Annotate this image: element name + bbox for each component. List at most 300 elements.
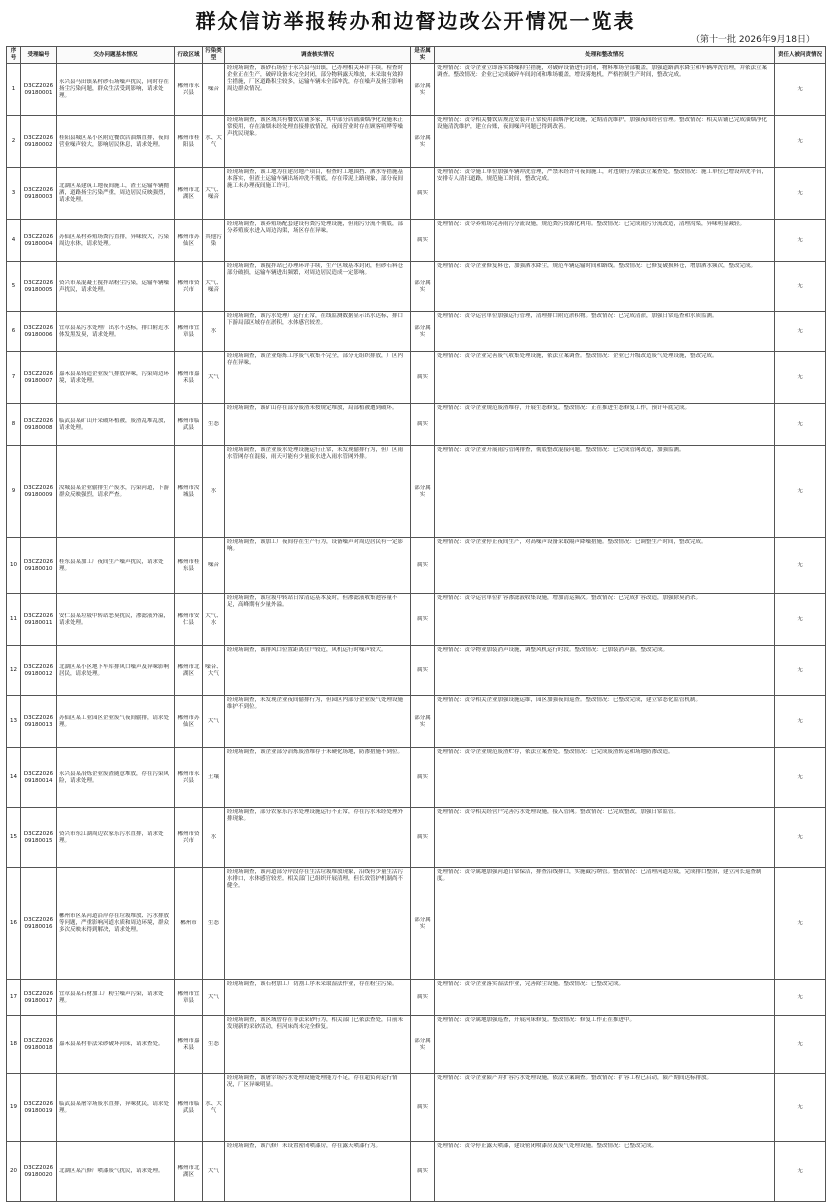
row-district: [175, 64, 203, 116]
row-no-text: 13: [10, 718, 17, 724]
row-district-text: 郴州市桂阳县: [177, 134, 200, 148]
row-pollution: [203, 404, 225, 446]
row-district-text: 郴州市资兴市: [177, 830, 200, 844]
row-pollution-text: 大气: [207, 994, 219, 1000]
row-code-text: D3CZ2026 09180011: [23, 612, 54, 626]
header-code: 受理编号: [21, 47, 57, 64]
row-verdict-text: 属实: [416, 994, 428, 1000]
row-code: [21, 594, 57, 646]
row-handling: [435, 1142, 775, 1202]
row-verdict-text: 属实: [416, 1168, 428, 1174]
row-pollution: [203, 64, 225, 116]
row-accountability: [775, 868, 826, 980]
row-code: [21, 352, 57, 404]
header-handling: 处理和整改情况: [435, 47, 775, 64]
row-content-text: 北湖区某建筑工地夜间施工，渣土运输车辆抛洒，道路扬尘污染严重，周边居民反映强烈，请求处理。: [59, 183, 170, 203]
row-content-text: 汝城县某企业偷排生产废水，污染河道，下游群众反映强烈，请求严查。: [59, 484, 170, 498]
row-district-text: 郴州市北湖区: [177, 186, 200, 200]
row-pollution-text: 大气、噪音: [205, 186, 222, 200]
row-code: [21, 646, 57, 696]
row-investigation-text: 经现场调查，该污水处理厂运行正常，在线监测数据显示出水达标，排口下游局部区域存在淤积，水体感官较差。: [227, 313, 404, 326]
row-verdict-text: 部分属实: [414, 134, 431, 148]
row-code-text: D3CZ2026 09180016: [23, 916, 54, 930]
row-verdict-text: 部分属实: [414, 1037, 431, 1051]
row-content-text: 嘉禾县某村非法采砂破坏河床，请求查处。: [59, 1041, 164, 1047]
row-handling-text: 处理情况：责令企业立即落实降噪抑尘措施，对破碎设备进行封闭，物料堆场全部覆盖，加强道路洒水降尘和车辆冲洗管理，并依法立案调查。整改情况：企业已完成破碎车间封闭和堆场覆盖，增设雾炮机，严格控制生产时间，整改完成。: [437, 65, 768, 78]
petition-table: [6, 46, 826, 1202]
row-code-text: D3CZ2026 09180015: [23, 830, 54, 844]
row-district: [175, 168, 203, 220]
row-verdict-text: 部分属实: [414, 279, 431, 293]
row-investigation: [225, 404, 411, 446]
row-pollution: [203, 168, 225, 220]
row-code: [21, 116, 57, 168]
row-verdict-text: 属实: [416, 421, 428, 427]
row-verdict-text: 属实: [416, 1104, 428, 1110]
row-code-text: D3CZ2026 09180010: [23, 558, 54, 572]
row-investigation-text: 经现场调查，该养殖场配套建设有粪污处理设施，但雨污分流不彻底，部分养殖废水进入周边沟渠，场区存在异味。: [227, 221, 404, 234]
table-row: [7, 868, 826, 980]
row-no: [7, 352, 21, 404]
row-no: [7, 446, 21, 538]
row-verdict: [411, 538, 435, 594]
row-no-text: 5: [11, 283, 16, 289]
row-content: [57, 1016, 175, 1074]
row-code-text: D3CZ2026 09180007: [23, 370, 54, 384]
row-accountability-text: 无: [797, 237, 803, 243]
row-content-text: 永兴县马田镇某村砂石场噪声扰民，同时存在扬尘污染问题，群众生活受到影响，请求处理。: [59, 79, 170, 99]
row-handling-text: 处理情况：责令企业规范废渣堆存，开展生态修复。整改情况：正在推进生态修复工作，预计年底完成。: [437, 405, 691, 411]
row-content: [57, 646, 175, 696]
row-district-text: 郴州市北湖区: [177, 663, 200, 677]
row-district-text: 郴州市苏仙区: [177, 233, 200, 247]
row-handling-text: 处理情况：责令企业规范废渣贮存，依法立案查处。整改情况：已完成废渣转运和场地防渗改造。: [437, 749, 674, 755]
table-row: [7, 538, 826, 594]
row-district-text: 郴州市宜章县: [177, 990, 200, 1004]
row-district: [175, 808, 203, 868]
row-accountability-text: 无: [797, 834, 803, 840]
row-handling: [435, 1016, 775, 1074]
row-no: [7, 404, 21, 446]
row-code-text: D3CZ2026 09180002: [23, 134, 54, 148]
row-accountability-text: 无: [797, 283, 803, 289]
row-content: [57, 446, 175, 538]
row-verdict: [411, 980, 435, 1016]
row-pollution-text: 大气: [207, 1168, 219, 1174]
row-district: [175, 116, 203, 168]
row-pollution-text: 大气: [207, 718, 219, 724]
row-content: [57, 1142, 175, 1202]
row-accountability-text: 无: [797, 328, 803, 334]
row-pollution: [203, 748, 225, 808]
row-pollution-text: 大气、水: [205, 612, 222, 626]
row-investigation-text: 经现场调查，该砂石场位于永兴县马田镇，已办理相关环评手续。检查时企业正在生产，破碎设备未完全封闭，部分物料露天堆放，未采取有效抑尘措施，厂区道路积尘较多，运输车辆未全部冲洗，存在噪声及扬尘影响周边群众情况。: [227, 65, 404, 92]
row-content-text: 宜章县某污水处理厂出水不达标，排口附近水体发黑发臭，请求处理。: [59, 324, 170, 338]
row-pollution-text: 土壤: [207, 774, 219, 780]
row-pollution: [203, 868, 225, 980]
row-content-text: 资兴市东江湖周边农家乐污水直排，请求处理。: [59, 830, 164, 844]
row-pollution: [203, 116, 225, 168]
row-investigation: [225, 594, 411, 646]
row-district-text: 郴州市临武县: [177, 417, 200, 431]
row-district-text: 郴州市资兴市: [177, 279, 200, 293]
row-accountability-text: 无: [797, 562, 803, 568]
row-investigation-text: 经现场调查，该企业废水处理设施运行正常，未发现偷排行为，但厂区雨水管网存在混接，雨天可能有少量废水进入雨水管网外排。: [227, 447, 404, 460]
row-content-text: 郴州市区某河道沿岸存在垃圾堆放、污水排放等问题，严重影响河道水质和周边环境，群众多次反映未得到解决，请求处理。: [59, 913, 170, 933]
row-investigation: [225, 1016, 411, 1074]
table-row: [7, 116, 826, 168]
row-verdict: [411, 1142, 435, 1202]
row-investigation-text: 经现场调查，该河道部分岸段存在生活垃圾堆放现象，沿线有少量生活污水排口，水体感官较差。相关部门已组织开展清理，但长效管护机制尚不健全。: [227, 869, 404, 889]
row-investigation-text: 经现场调查，该企业熔炼工序废气收集不完全，部分无组织排放，厂区内存在异味。: [227, 353, 404, 366]
row-investigation: [225, 116, 411, 168]
row-pollution-text: 大气、噪音: [205, 279, 222, 293]
row-no-text: 10: [10, 562, 17, 568]
table-row: [7, 1142, 826, 1202]
row-code: [21, 868, 57, 980]
row-investigation-text: 经现场调查，部分农家乐污水处理设施运行不正常，存在污水未经处理外排现象。: [227, 809, 404, 822]
row-verdict-text: 属实: [416, 237, 428, 243]
row-content-text: 北湖区某汽修厂喷漆废气扰民，请求处理。: [59, 1168, 164, 1174]
row-handling-text: 处理情况：责令相关餐饮店规范安装并正常使用油烟净化设施，定期清洗维护，加强夜间经营管理。整改情况：相关店铺已完成油烟净化设施清洗维护，建立台账，夜间噪声问题已得到改善。: [437, 117, 768, 130]
row-district-text: 郴州市永兴县: [177, 82, 200, 96]
row-content-text: 桂东县某加工厂夜间生产噪声扰民，请求处理。: [59, 558, 164, 572]
row-investigation-text: 经现场调查，该排风口位置距离住户较近，风机运行时噪声较大。: [227, 647, 387, 653]
row-code-text: D3CZ2026 09180018: [23, 1037, 54, 1051]
row-district: [175, 1074, 203, 1142]
row-content-text: 临武县某屠宰场废水直排，异味扰民，请求处理。: [59, 1100, 170, 1114]
row-handling-text: 处理情况：责令属地加强河道日常保洁，排查沿线排口，实施截污纳管。整改情况：已清理河道垃圾，完成排口整治，建立河长巡查制度。: [437, 869, 762, 882]
header-verdict: 是否属实: [411, 47, 435, 64]
row-verdict-text: 部分属实: [414, 714, 431, 728]
row-content: [57, 696, 175, 748]
row-accountability: [775, 168, 826, 220]
row-no: [7, 1016, 21, 1074]
row-investigation: [225, 538, 411, 594]
row-no: [7, 594, 21, 646]
row-investigation: [225, 748, 411, 808]
row-code: [21, 168, 57, 220]
row-code-text: D3CZ2026 09180019: [23, 1100, 54, 1114]
table-header-row: [7, 47, 826, 64]
row-no: [7, 808, 21, 868]
row-accountability: [775, 312, 826, 352]
row-investigation-text: 经现场调查，该加工厂夜间存在生产行为，设备噪声对周边居民有一定影响。: [227, 539, 404, 552]
row-verdict-text: 部分属实: [414, 916, 431, 930]
row-pollution-text: 水、大气: [205, 134, 222, 148]
table-body: [7, 64, 826, 1202]
row-accountability-text: 无: [797, 190, 803, 196]
row-pollution-text: 其他污染: [205, 233, 222, 247]
row-pollution: [203, 594, 225, 646]
row-district-text: 郴州市永兴县: [177, 770, 200, 784]
row-no-text: 19: [10, 1104, 17, 1110]
row-code: [21, 220, 57, 262]
row-district-text: 郴州市嘉禾县: [177, 370, 200, 384]
table-row: [7, 446, 826, 538]
row-code: [21, 1074, 57, 1142]
row-verdict: [411, 1016, 435, 1074]
row-code: [21, 1142, 57, 1202]
row-no: [7, 116, 21, 168]
row-code-text: D3CZ2026 09180006: [23, 324, 54, 338]
row-content: [57, 808, 175, 868]
row-content-text: 临武县某矿山开采破坏植被，废渣乱堆乱放，请求处理。: [59, 417, 170, 431]
row-no-text: 1: [11, 86, 16, 92]
row-investigation: [225, 262, 411, 312]
row-handling-text: 处理情况：责令相关企业加强设施运维，园区加强夜间巡查。整改情况：已整改完成，建立常态化监管机制。: [437, 697, 702, 703]
row-code-text: D3CZ2026 09180014: [23, 770, 54, 784]
row-content-text: 资兴市某混凝土搅拌站粉尘污染，运输车辆噪声扰民，请求处理。: [59, 279, 170, 293]
row-investigation-text: 经现场调查，该石材加工厂切割工序未采取湿法作业，存在粉尘污染。: [227, 981, 398, 987]
row-district-text: 郴州市汝城县: [177, 484, 200, 498]
row-handling-text: 处理情况：责令企业完善废气收集处理设施，依法立案调查。整改情况：企业已升级改造废气处理设施，整改完成。: [437, 353, 718, 359]
row-district: [175, 1016, 203, 1074]
row-pollution-text: 噪音: [207, 86, 219, 92]
row-pollution: [203, 1142, 225, 1202]
row-accountability-text: 无: [797, 994, 803, 1000]
row-accountability: [775, 1016, 826, 1074]
row-accountability: [775, 646, 826, 696]
row-district-text: 郴州市桂东县: [177, 558, 200, 572]
row-accountability: [775, 404, 826, 446]
row-district: [175, 1142, 203, 1202]
row-content-text: 永兴县某冶炼企业废渣随意堆放，存在污染风险，请求处理。: [59, 770, 170, 784]
row-handling-text: 处理情况：责令运营单位扩容渗滤液收集设施，增加清运频次。整改情况：已完成扩容改造，加强除臭消杀。: [437, 595, 702, 601]
row-code-text: D3CZ2026 09180020: [23, 1164, 54, 1178]
table-row: [7, 696, 826, 748]
row-verdict-text: 部分属实: [414, 82, 431, 96]
row-accountability-text: 无: [797, 667, 803, 673]
table-row: [7, 220, 826, 262]
table-row: [7, 404, 826, 446]
row-accountability-text: 无: [797, 421, 803, 427]
row-no-text: 12: [10, 667, 17, 673]
row-accountability-text: 无: [797, 488, 803, 494]
row-no: [7, 220, 21, 262]
row-content: [57, 168, 175, 220]
row-no-text: 9: [11, 488, 16, 494]
row-handling-text: 处理情况：责令物业加装消声设施，调整风机运行时段。整改情况：已加装消声器，整改完成。: [437, 647, 669, 653]
header-accountability: 责任人被问责情况: [775, 47, 826, 64]
row-no-text: 18: [10, 1041, 17, 1047]
row-handling-text: 处理情况：责令企业修复料仓，加强洒水降尘，规范车辆运输时间和路线。整改情况：已修复破损料仓，增加洒水频次，整改完成。: [437, 263, 757, 269]
row-handling: [435, 220, 775, 262]
row-no: [7, 696, 21, 748]
row-district-text: 郴州市嘉禾县: [177, 1037, 200, 1051]
row-accountability-text: 无: [797, 1104, 803, 1110]
table-row: [7, 1074, 826, 1142]
row-handling: [435, 64, 775, 116]
row-accountability: [775, 980, 826, 1016]
row-handling: [435, 868, 775, 980]
header-investigation: 调查核实情况: [225, 47, 411, 64]
row-verdict: [411, 446, 435, 538]
row-accountability: [775, 220, 826, 262]
row-pollution: [203, 1016, 225, 1074]
row-investigation-text: 经现场调查，该工地为在建房地产项目，检查时工地围挡、洒水等措施基本落实，但渣土运输车辆出场冲洗不彻底，存在带泥上路现象，部分夜间施工未办理夜间施工许可。: [227, 169, 404, 189]
row-code: [21, 446, 57, 538]
row-content: [57, 262, 175, 312]
row-investigation: [225, 312, 411, 352]
row-accountability: [775, 808, 826, 868]
row-handling: [435, 646, 775, 696]
row-no: [7, 538, 21, 594]
document-title: 群众信访举报转办和边督边改公开情况一览表: [195, 9, 636, 33]
row-verdict-text: 属实: [416, 774, 428, 780]
row-accountability-text: 无: [797, 616, 803, 622]
row-handling-text: 处理情况：责令施工单位加强车辆冲洗管理，严禁未经许可夜间施工，对违规行为依法立案查处。整改情况：施工单位已增设冲洗平台，安排专人清扫道路，规范施工时间，整改完成。: [437, 169, 768, 182]
row-verdict: [411, 808, 435, 868]
row-investigation-text: 经现场调查，该区域共有餐饮店铺多家，其中部分店铺油烟净化设施未正常使用，存在油烟未经处理直接排放情况，夜间营业时存在顾客喧哗等噪声扰民现象。: [227, 117, 404, 137]
row-accountability-text: 无: [797, 920, 803, 926]
row-handling: [435, 980, 775, 1016]
row-district: [175, 352, 203, 404]
table-row: [7, 1016, 826, 1074]
batch-note: （第十一批 2026年9月18日）: [691, 35, 815, 45]
row-handling-text: 处理情况：责令停止露天喷漆，建设密闭喷漆房及废气处理设施。整改情况：已整改完成。: [437, 1143, 658, 1149]
row-pollution-text: 水: [210, 488, 217, 494]
row-investigation-text: 经现场调查，未发现企业夜间偷排行为，但园区内部分企业废气处理设施维护不到位。: [227, 697, 404, 710]
row-investigation: [225, 352, 411, 404]
row-district-text: 郴州市苏仙区: [177, 714, 200, 728]
row-no-text: 15: [10, 834, 17, 840]
row-handling-text: 处理情况：责令运营单位加强运行管理，清理排口附近淤积物。整改情况：已完成清淤，加强日常巡查和水质监测。: [437, 313, 718, 319]
row-district: [175, 980, 203, 1016]
row-accountability: [775, 748, 826, 808]
row-no: [7, 312, 21, 352]
row-verdict: [411, 748, 435, 808]
row-district: [175, 538, 203, 594]
row-district-text: 郴州市宜章县: [177, 324, 200, 338]
row-code-text: D3CZ2026 09180003: [23, 186, 54, 200]
row-accountability: [775, 538, 826, 594]
row-handling: [435, 446, 775, 538]
row-handling: [435, 168, 775, 220]
row-content: [57, 1074, 175, 1142]
row-content: [57, 980, 175, 1016]
row-no-text: 7: [11, 374, 16, 380]
row-verdict: [411, 352, 435, 404]
row-verdict: [411, 404, 435, 446]
row-investigation: [225, 1074, 411, 1142]
row-investigation: [225, 220, 411, 262]
row-investigation: [225, 64, 411, 116]
row-pollution: [203, 980, 225, 1016]
row-pollution: [203, 352, 225, 404]
row-verdict-text: 属实: [416, 616, 428, 622]
row-handling-text: 处理情况：责令企业开展雨污管网排查，彻底整改混接问题。整改情况：已完成管网改造，加强监测。: [437, 447, 685, 453]
row-content: [57, 352, 175, 404]
row-handling: [435, 262, 775, 312]
row-district-text: 郴州市临武县: [177, 1100, 200, 1114]
row-code: [21, 262, 57, 312]
row-code: [21, 1016, 57, 1074]
row-no-text: 11: [10, 616, 17, 622]
row-pollution-text: 水: [210, 834, 217, 840]
row-no-text: 14: [10, 774, 17, 780]
row-verdict: [411, 696, 435, 748]
row-accountability: [775, 446, 826, 538]
row-investigation: [225, 168, 411, 220]
row-verdict: [411, 868, 435, 980]
row-pollution-text: 生态: [207, 1041, 219, 1047]
row-handling: [435, 538, 775, 594]
row-pollution: [203, 696, 225, 748]
row-code-text: D3CZ2026 09180012: [23, 663, 54, 677]
row-content: [57, 748, 175, 808]
table-row: [7, 748, 826, 808]
row-content: [57, 64, 175, 116]
row-no-text: 16: [10, 920, 17, 926]
row-verdict-text: 属实: [416, 834, 428, 840]
header-no: 序号: [7, 47, 21, 64]
row-pollution-text: 生态: [207, 920, 219, 926]
row-accountability-text: 无: [797, 138, 803, 144]
row-verdict: [411, 646, 435, 696]
row-content-text: 宜章县某石材加工厂粉尘噪声污染，请求处理。: [59, 990, 164, 1004]
row-accountability: [775, 262, 826, 312]
row-no: [7, 1142, 21, 1202]
row-code: [21, 538, 57, 594]
row-accountability: [775, 1142, 826, 1202]
row-accountability: [775, 352, 826, 404]
row-handling: [435, 594, 775, 646]
row-handling-text: 处理情况：责令企业落实湿法作业，完善除尘设施。整改情况：已整改完成。: [437, 981, 625, 987]
row-content: [57, 312, 175, 352]
row-no: [7, 1074, 21, 1142]
row-district: [175, 220, 203, 262]
row-pollution: [203, 312, 225, 352]
row-district-text: 郴州市: [180, 920, 197, 926]
row-district: [175, 262, 203, 312]
row-content-text: 桂阳县城区某小区附近餐饮店油烟直排，夜间营业噪声较大，影响居民休息，请求处理。: [59, 134, 170, 148]
row-district: [175, 696, 203, 748]
row-no: [7, 646, 21, 696]
row-code: [21, 312, 57, 352]
row-pollution-text: 噪音、大气: [205, 663, 222, 677]
row-accountability: [775, 64, 826, 116]
row-no: [7, 168, 21, 220]
row-no-text: 3: [11, 190, 16, 196]
row-verdict: [411, 262, 435, 312]
row-investigation: [225, 646, 411, 696]
row-code-text: D3CZ2026 09180001: [23, 82, 54, 96]
row-accountability: [775, 116, 826, 168]
row-investigation-text: 经现场调查，该企业部分冶炼废渣堆存于未硬化场地，防渗措施不到位。: [227, 749, 404, 755]
row-code: [21, 980, 57, 1016]
row-handling-text: 处理情况：责令相关经营户完善污水处理设施，接入管网。整改情况：已完成整改，加强日常监管。: [437, 809, 680, 815]
row-content: [57, 220, 175, 262]
table-row: [7, 168, 826, 220]
row-handling: [435, 312, 775, 352]
row-verdict: [411, 594, 435, 646]
row-district: [175, 446, 203, 538]
row-no-text: 17: [10, 994, 17, 1000]
row-investigation: [225, 808, 411, 868]
row-investigation-text: 经现场调查，该汽修厂未设置密闭喷漆房，存在露天喷漆行为。: [227, 1143, 382, 1149]
row-pollution: [203, 1074, 225, 1142]
row-district: [175, 748, 203, 808]
row-pollution-text: 大气: [207, 374, 219, 380]
row-no: [7, 262, 21, 312]
row-investigation-text: 经现场调查，该屠宰场污水处理设施处理能力不足，存在超负荷运行情况，厂区异味明显。: [227, 1075, 398, 1088]
row-pollution-text: 水、大气: [205, 1100, 222, 1114]
row-content: [57, 868, 175, 980]
row-handling: [435, 1074, 775, 1142]
row-no-text: 4: [11, 237, 16, 243]
row-code-text: D3CZ2026 09180017: [23, 990, 54, 1004]
